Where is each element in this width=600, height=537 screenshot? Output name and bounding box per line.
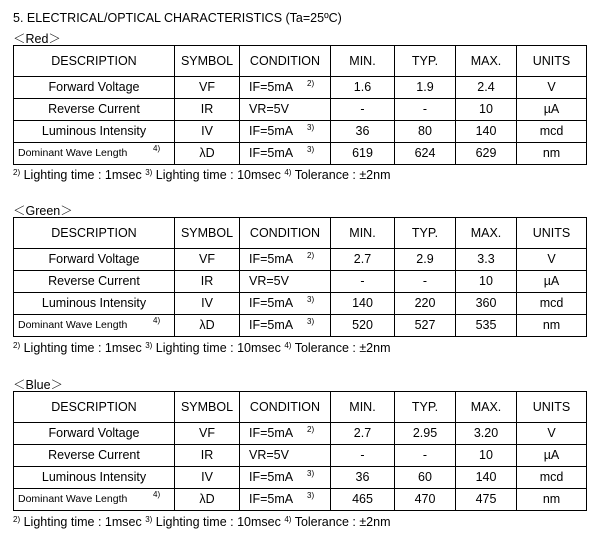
footnote-text: Lighting time : 10msec	[152, 168, 285, 182]
header-max: MAX.	[456, 218, 517, 249]
table-header-row	[14, 46, 587, 77]
footnote-ref: 2)	[307, 79, 315, 88]
condition-cell	[240, 249, 331, 271]
footnote-text: Tolerance : ±2nm	[291, 515, 391, 529]
footnote-mark: 3)	[145, 515, 153, 524]
description-cell: Luminous Intensity	[14, 293, 175, 315]
description-text: Dominant Wave Length	[18, 147, 128, 160]
typ-cell: 470	[395, 489, 456, 511]
typ-cell: -	[395, 99, 456, 121]
description-cell	[14, 315, 175, 337]
condition-cell	[240, 271, 331, 293]
footnote-line	[13, 341, 391, 355]
units-cell: V	[517, 249, 587, 271]
description-cell	[14, 489, 175, 511]
max-cell: 535	[456, 315, 517, 337]
header-units: UNITS	[517, 46, 587, 77]
description-cell: Forward Voltage	[14, 249, 175, 271]
header-units: UNITS	[517, 392, 587, 423]
description-cell: Reverse Current	[14, 445, 175, 467]
description-text: Dominant Wave Length	[18, 493, 128, 506]
footnote-mark: 2)	[13, 168, 21, 177]
typ-cell: 2.95	[395, 423, 456, 445]
header-typ: TYP.	[395, 218, 456, 249]
condition-cell	[240, 423, 331, 445]
section-label-red: ＜Red＞	[13, 32, 61, 46]
section-label-green: ＜Green＞	[13, 204, 73, 218]
min-cell: 1.6	[331, 77, 395, 99]
units-cell: mcd	[517, 121, 587, 143]
table-header-row	[14, 218, 587, 249]
condition-text: VR=5V	[249, 274, 289, 289]
header-typ: TYP.	[395, 46, 456, 77]
footnote-ref: 3)	[307, 145, 315, 154]
header-symbol: SYMBOL	[175, 46, 240, 77]
header-max: MAX.	[456, 46, 517, 77]
max-cell: 3.20	[456, 423, 517, 445]
header-condition: CONDITION	[240, 46, 331, 77]
description-cell: Forward Voltage	[14, 77, 175, 99]
header-symbol: SYMBOL	[175, 218, 240, 249]
footnote-mark: 4)	[284, 168, 292, 177]
footnote-text: Lighting time : 1msec	[20, 168, 146, 182]
max-cell: 2.4	[456, 77, 517, 99]
typ-cell: -	[395, 445, 456, 467]
units-cell: mcd	[517, 293, 587, 315]
min-cell: 140	[331, 293, 395, 315]
footnote-mark: 2)	[13, 515, 21, 524]
min-cell: 619	[331, 143, 395, 165]
table-row	[14, 293, 587, 315]
condition-cell	[240, 293, 331, 315]
table-row	[14, 271, 587, 293]
symbol-cell: IV	[175, 121, 240, 143]
max-cell: 475	[456, 489, 517, 511]
condition-text: IF=5mA	[249, 470, 294, 485]
max-cell: 140	[456, 467, 517, 489]
condition-text: IF=5mA	[249, 318, 294, 333]
min-cell: 520	[331, 315, 395, 337]
table-row	[14, 489, 587, 511]
condition-cell	[240, 77, 331, 99]
char-table-blue	[13, 391, 587, 511]
condition-cell	[240, 99, 331, 121]
footnote-ref: 3)	[307, 469, 315, 478]
condition-text: IF=5mA	[249, 252, 294, 267]
condition-cell	[240, 315, 331, 337]
symbol-cell: IR	[175, 99, 240, 121]
typ-cell: 60	[395, 467, 456, 489]
description-cell: Reverse Current	[14, 271, 175, 293]
max-cell: 3.3	[456, 249, 517, 271]
footnote-ref: 2)	[307, 251, 315, 260]
footnote-line	[13, 168, 391, 182]
header-description: DESCRIPTION	[14, 46, 175, 77]
typ-cell: 527	[395, 315, 456, 337]
symbol-cell: IR	[175, 271, 240, 293]
max-cell: 360	[456, 293, 517, 315]
footnote-ref: 4)	[153, 144, 161, 153]
units-cell: µA	[517, 271, 587, 293]
footnote-ref: 4)	[153, 490, 161, 499]
header-max: MAX.	[456, 392, 517, 423]
table-row	[14, 445, 587, 467]
condition-text: IF=5mA	[249, 124, 294, 139]
header-description: DESCRIPTION	[14, 392, 175, 423]
footnote-ref: 3)	[307, 317, 315, 326]
header-min: MIN.	[331, 46, 395, 77]
table-row	[14, 315, 587, 337]
footnote-text: Lighting time : 10msec	[152, 341, 285, 355]
condition-text: VR=5V	[249, 102, 289, 117]
footnote-mark: 2)	[13, 341, 21, 350]
footnote-ref: 3)	[307, 295, 315, 304]
units-cell: µA	[517, 99, 587, 121]
footnote-ref: 2)	[307, 425, 315, 434]
typ-cell: 2.9	[395, 249, 456, 271]
section-label-blue: ＜Blue＞	[13, 378, 64, 392]
header-typ: TYP.	[395, 392, 456, 423]
table-row	[14, 99, 587, 121]
max-cell: 10	[456, 99, 517, 121]
min-cell: -	[331, 99, 395, 121]
min-cell: 36	[331, 121, 395, 143]
table-row	[14, 143, 587, 165]
header-condition: CONDITION	[240, 218, 331, 249]
min-cell: 465	[331, 489, 395, 511]
condition-text: VR=5V	[249, 448, 289, 463]
typ-cell: 1.9	[395, 77, 456, 99]
units-cell: mcd	[517, 467, 587, 489]
condition-text: IF=5mA	[249, 426, 294, 441]
table-row	[14, 423, 587, 445]
footnote-ref: 4)	[153, 316, 161, 325]
condition-text: IF=5mA	[249, 80, 294, 95]
header-description: DESCRIPTION	[14, 218, 175, 249]
table-row	[14, 249, 587, 271]
footnote-text: Lighting time : 1msec	[20, 341, 146, 355]
typ-cell: 80	[395, 121, 456, 143]
condition-text: IF=5mA	[249, 492, 294, 507]
condition-text: IF=5mA	[249, 296, 294, 311]
condition-text: IF=5mA	[249, 146, 294, 161]
symbol-cell: VF	[175, 423, 240, 445]
min-cell: 2.7	[331, 249, 395, 271]
typ-cell: 624	[395, 143, 456, 165]
footnote-mark: 4)	[284, 341, 292, 350]
max-cell: 10	[456, 445, 517, 467]
header-symbol: SYMBOL	[175, 392, 240, 423]
description-cell: Luminous Intensity	[14, 121, 175, 143]
max-cell: 10	[456, 271, 517, 293]
char-table-green	[13, 217, 587, 337]
footnote-mark: 3)	[145, 341, 153, 350]
symbol-cell: λD	[175, 315, 240, 337]
footnote-ref: 3)	[307, 123, 315, 132]
condition-cell	[240, 121, 331, 143]
symbol-cell: IV	[175, 467, 240, 489]
max-cell: 140	[456, 121, 517, 143]
description-cell	[14, 143, 175, 165]
min-cell: -	[331, 271, 395, 293]
page-title: 5. ELECTRICAL/OPTICAL CHARACTERISTICS (Ta=25ºC)	[13, 11, 342, 25]
condition-cell	[240, 445, 331, 467]
footnote-text: Lighting time : 10msec	[152, 515, 285, 529]
units-cell: µA	[517, 445, 587, 467]
min-cell: -	[331, 445, 395, 467]
min-cell: 2.7	[331, 423, 395, 445]
table-row	[14, 77, 587, 99]
symbol-cell: λD	[175, 489, 240, 511]
units-cell: V	[517, 77, 587, 99]
min-cell: 36	[331, 467, 395, 489]
header-min: MIN.	[331, 218, 395, 249]
max-cell: 629	[456, 143, 517, 165]
footnote-text: Tolerance : ±2nm	[291, 168, 391, 182]
symbol-cell: VF	[175, 249, 240, 271]
header-min: MIN.	[331, 392, 395, 423]
units-cell: nm	[517, 315, 587, 337]
footnote-ref: 3)	[307, 491, 315, 500]
symbol-cell: λD	[175, 143, 240, 165]
footnote-mark: 4)	[284, 515, 292, 524]
description-cell: Luminous Intensity	[14, 467, 175, 489]
description-cell: Forward Voltage	[14, 423, 175, 445]
units-cell: nm	[517, 143, 587, 165]
footnote-text: Tolerance : ±2nm	[291, 341, 391, 355]
condition-cell	[240, 467, 331, 489]
condition-cell	[240, 143, 331, 165]
table-header-row	[14, 392, 587, 423]
symbol-cell: VF	[175, 77, 240, 99]
symbol-cell: IR	[175, 445, 240, 467]
condition-cell	[240, 489, 331, 511]
description-text: Dominant Wave Length	[18, 319, 128, 332]
header-condition: CONDITION	[240, 392, 331, 423]
units-cell: V	[517, 423, 587, 445]
footnote-line	[13, 515, 391, 529]
typ-cell: 220	[395, 293, 456, 315]
description-cell: Reverse Current	[14, 99, 175, 121]
table-row	[14, 121, 587, 143]
footnote-text: Lighting time : 1msec	[20, 515, 146, 529]
char-table-red	[13, 45, 587, 165]
table-row	[14, 467, 587, 489]
typ-cell: -	[395, 271, 456, 293]
header-units: UNITS	[517, 218, 587, 249]
units-cell: nm	[517, 489, 587, 511]
footnote-mark: 3)	[145, 168, 153, 177]
symbol-cell: IV	[175, 293, 240, 315]
